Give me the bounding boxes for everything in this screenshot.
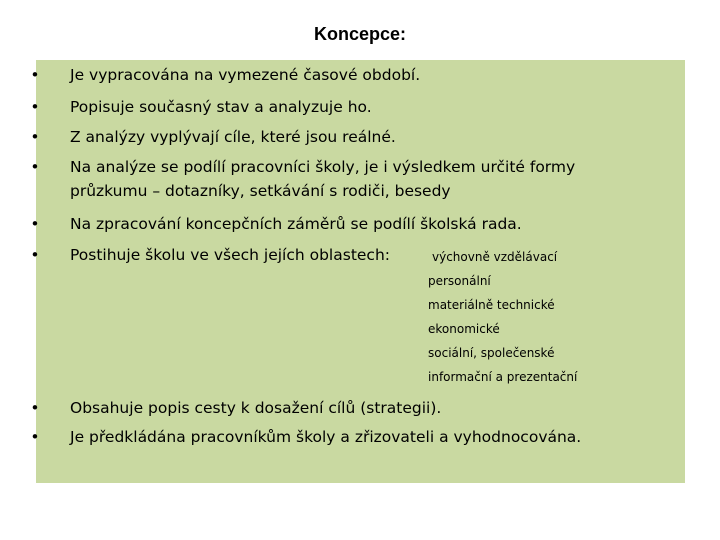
bullet-text: Je vypracována na vymezené časové období. (70, 66, 421, 84)
slide-title: Koncepce: (313, 24, 407, 44)
bullet-text: Obsahuje popis cesty k dosažení cílů (strategii). (70, 399, 442, 417)
bullet-dot: • (30, 428, 40, 446)
bullet-dot: • (30, 215, 40, 233)
bullet-text: Na zpracování koncepčních záměrů se podílí školská rada. (70, 215, 522, 233)
sub-item: výchovně vzdělávací (432, 250, 558, 264)
bullet-dot: • (30, 98, 40, 116)
bullet-continuation: průzkumu – dotazníky, setkávání s rodiči, besedy (70, 182, 451, 200)
sub-item: informační a prezentační (428, 370, 578, 384)
bullet-dot: • (30, 158, 40, 176)
sub-item: sociální, společenské (428, 346, 555, 360)
bullet-dot: • (30, 399, 40, 417)
sub-item: materiálně technické (428, 298, 555, 312)
bullet-dot: • (30, 128, 40, 146)
bullet-dot: • (30, 246, 40, 264)
sub-item: personální (428, 274, 491, 288)
bullet-text: Na analýze se podílí pracovníci školy, je i výsledkem určité formy (70, 158, 576, 176)
bullet-dot: • (30, 66, 40, 84)
content-panel (36, 60, 685, 483)
bullet-text: Je předkládána pracovníkům školy a zřizovateli a vyhodnocována. (70, 428, 582, 446)
sub-item: ekonomické (428, 322, 500, 336)
bullet-text: Postihuje školu ve všech jejích oblastech: (70, 246, 390, 264)
bullet-text: Popisuje současný stav a analyzuje ho. (70, 98, 372, 116)
bullet-text: Z analýzy vyplývají cíle, které jsou reálné. (70, 128, 396, 146)
